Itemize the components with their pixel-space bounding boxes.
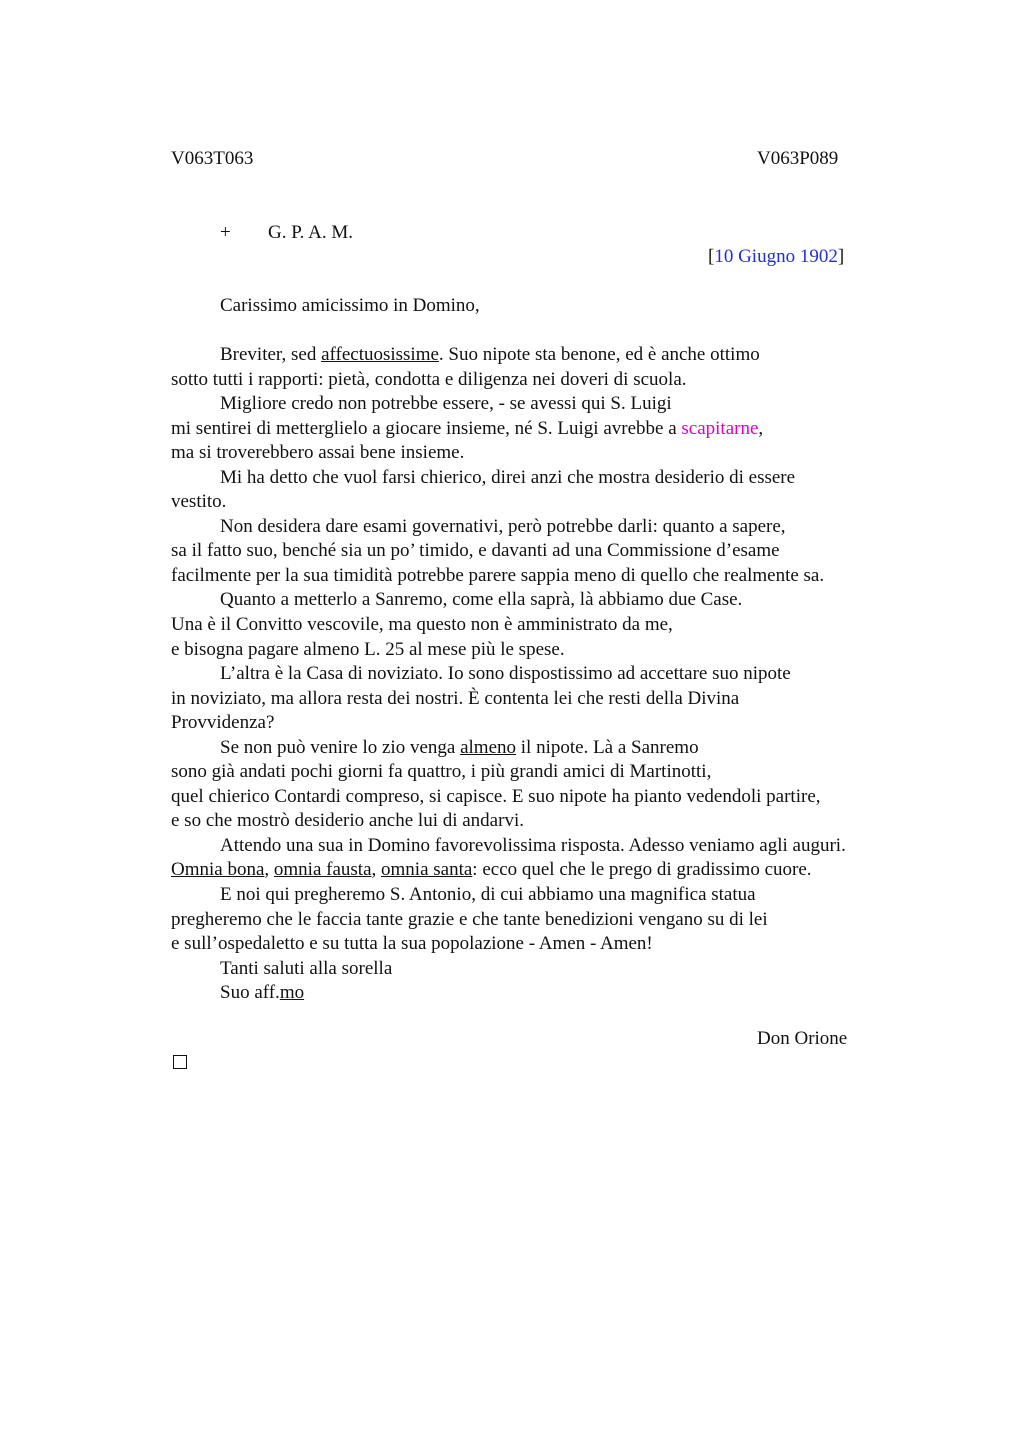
letter-line: sa il fatto suo, benché sia un po’ timido, e davanti ad una Commissione d’esame (171, 540, 780, 562)
document-code-left: V063T063 (171, 148, 254, 169)
date-bracket-open: [ (708, 246, 715, 267)
underlined-phrase: Omnia bona (171, 859, 265, 881)
text-run: mi sentirei di metterglielo a giocare insieme, né S. Luigi avrebbe a (171, 417, 682, 439)
letter-line: Migliore credo non potrebbe essere, - se avessi qui S. Luigi (220, 393, 672, 415)
letter-line: e bisogna pagare almeno L. 25 al mese più le spese. (171, 638, 565, 660)
letter-line: sotto tutti i rapporti: pietà, condotta e diligenza nei doveri di scuola. (171, 368, 687, 390)
letter-line: quel chierico Contardi compreso, si capisce. E suo nipote ha pianto vedendoli partire, (171, 785, 821, 807)
letter-line: Quanto a metterlo a Sanremo, come ella saprà, là abbiamo due Case. (220, 589, 743, 611)
letter-line: in noviziato, ma allora resta dei nostri. È contenta lei che resti della Divina (171, 687, 740, 709)
letter-line (171, 858, 911, 883)
highlighted-word: scapitarne (681, 417, 759, 439)
letter-line: pregheremo che le faccia tante grazie e che tante benedizioni vengano su di lei (171, 908, 768, 930)
text-run: Se non può venire lo zio venga (220, 736, 461, 758)
underlined-phrase: omnia fausta (273, 859, 372, 881)
letter-line: E noi qui pregheremo S. Antonio, di cui abbiamo una magnifica statua (220, 884, 756, 906)
letter-line: sono già andati pochi giorni fa quattro, i più grandi amici di Martinotti, (171, 761, 712, 783)
letter-line (171, 417, 911, 442)
text-run: , (264, 859, 274, 881)
letter-line: L’altra è la Casa di noviziato. Io sono dispostissimo ad accettare suo nipote (220, 663, 791, 685)
text-run: . Suo nipote sta benone, ed è anche ottimo (438, 344, 760, 365)
letter-line (171, 343, 911, 368)
underlined-abbreviation: mo (279, 982, 305, 1004)
date-bracket-close: ] (837, 246, 845, 267)
cross-symbol: + (220, 222, 231, 243)
text-run: , (758, 417, 764, 439)
text-run: Suo aff. (220, 982, 280, 1004)
text-run: : ecco quel che le prego di gradissimo cuore. (472, 859, 812, 881)
text-run: Breviter, sed (220, 344, 322, 365)
letter-line (171, 981, 911, 1006)
letter-line: e sull’ospedaletto e su tutta la sua popolazione - Amen - Amen! (171, 933, 653, 955)
text-run: il nipote. Là a Sanremo (516, 736, 699, 758)
letter-line: Provvidenza? (171, 712, 275, 734)
salutation: Carissimo amicissimo in Domino, (220, 295, 480, 316)
letter-line: vestito. (171, 491, 227, 513)
underlined-word: affectuosissime (321, 344, 439, 365)
letter-line: Attendo una sua in Domino favorevolissima risposta. Adesso veniamo agli auguri. (220, 834, 846, 856)
text-run: , (371, 859, 382, 881)
letter-body (171, 343, 911, 1006)
letter-line: Mi ha detto che vuol farsi chierico, direi anzi che mostra desiderio di essere (220, 466, 796, 488)
letter-line: Non desidera dare esami governativi, però potrebbe darli: quanto a sapere, (220, 515, 786, 537)
letter-line: ma si troverebbero assai bene insieme. (171, 442, 465, 464)
underlined-word: almeno (460, 736, 517, 758)
underlined-phrase: omnia santa (381, 859, 473, 881)
letter-line: Tanti saluti alla sorella (220, 957, 393, 979)
letter-date (708, 245, 844, 269)
date-text: 10 Giugno 1902 (714, 246, 838, 267)
page-code-right: V063P089 (757, 148, 839, 169)
letter-line: e so che mostrò desiderio anche lui di andarvi. (171, 810, 524, 832)
signature: Don Orione (757, 1028, 848, 1049)
letter-line: facilmente per la sua timidità potrebbe parere sappia meno di quello che realmente sa. (171, 564, 825, 586)
end-marker-square (173, 1055, 187, 1069)
letter-line (171, 736, 911, 761)
invocation-line (220, 221, 353, 245)
letter-line: Una è il Convitto vescovile, ma questo non è amministrato da me, (171, 614, 673, 636)
invocation-text: G. P. A. M. (268, 222, 353, 243)
